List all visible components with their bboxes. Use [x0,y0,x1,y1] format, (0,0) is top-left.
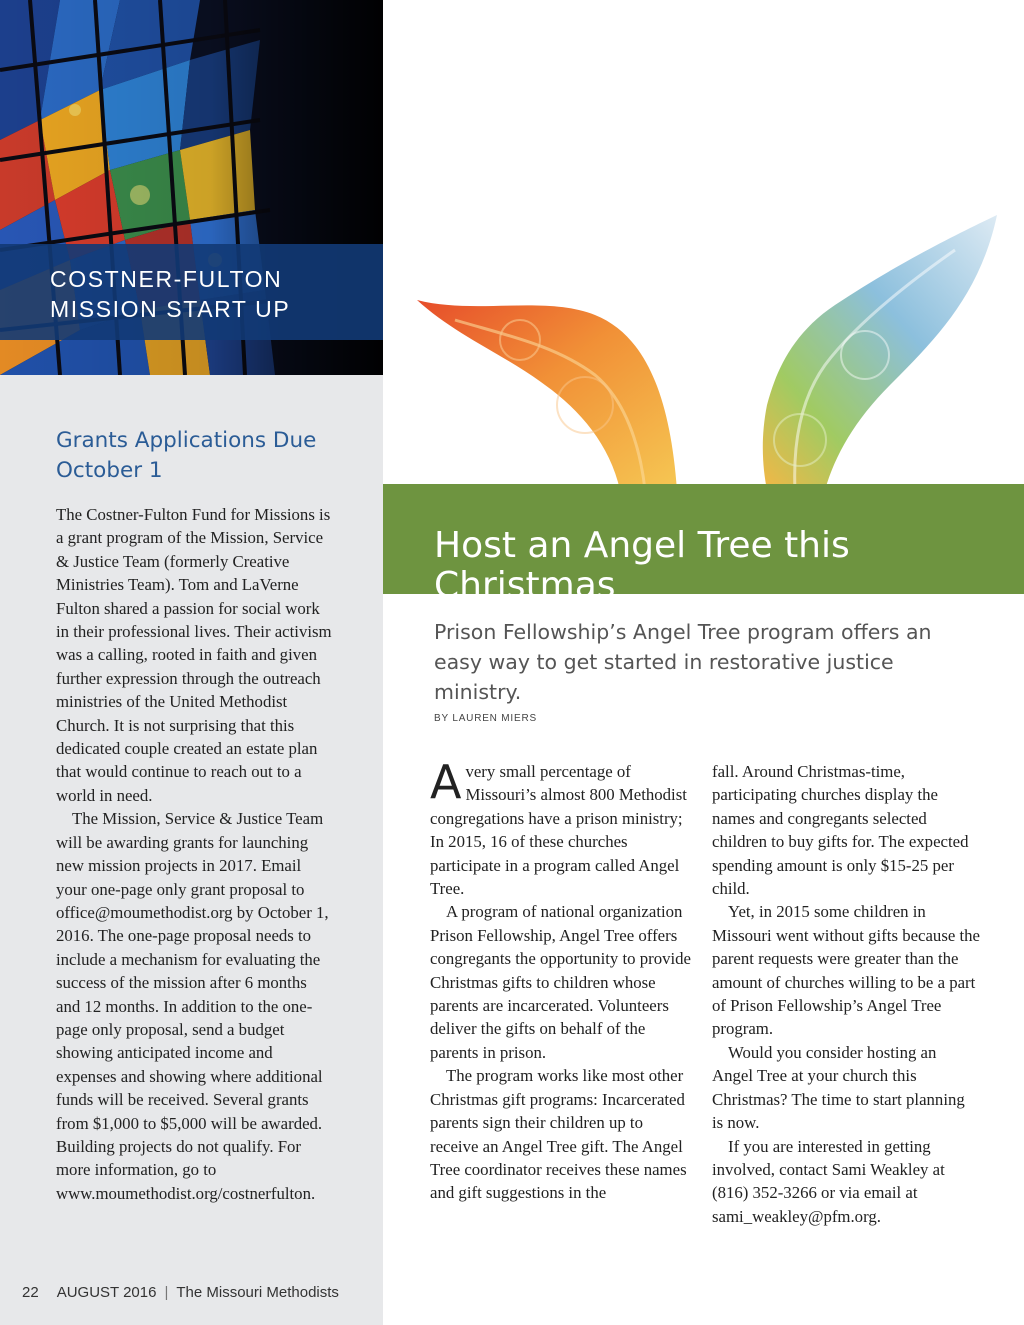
article-title: Host an Angel Tree this Christmas [434,525,850,607]
article-paragraph: A program of national organization Prison Fellowship, Angel Tree offers congregants the opportunity to provide Christmas gifts to children whose parents are incarcerated. Volunteers deliver the gifts on behalf of the parents in prison. [430,902,691,1062]
footer-separator: | [164,1284,169,1301]
article-paragraph-text: very small percentage of Missouri’s almost 800 Methodist congregations have a prison ministry; In 2015, 16 of these churches participate in a program called Angel Tree. [430,762,687,899]
issue-date: AUGUST 2016 [56,1284,157,1301]
sidebar-body [56,503,334,1205]
article-paragraph: fall. Around Christmas-time, participating churches display the names and congregants selected children to buy gifts for. The expected spending amount is only $15-25 per child. [712,762,969,899]
article-paragraph: The program works like most other Christmas gift programs: Incarcerated parents sign their children up to receive an Angel Tree gift. The Angel Tree coordinator receives these names and gift suggestions in the [430,1066,687,1203]
section-banner [0,244,383,340]
article-column-2 [712,760,980,1228]
angel-wings-illustration [395,205,1024,495]
article-deck: Prison Fellowship’s Angel Tree program offers an easy way to get started in restorative justice ministry. [434,620,932,704]
title-bar [383,484,1024,607]
article-byline: BY LAUREN MIERS [434,713,537,724]
sidebar-paragraph: The Costner-Fulton Fund for Missions is a grant program of the Mission, Service & Justice Team (formerly Creative Ministries Team). Tom and LaVerne Fulton shared a passion for social work in their professional lives. Their activism was a calling, rooted in faith and given further expression through the outreach ministries of the United Methodist Church. It is not surprising that this dedicated couple created an estate plan that would continue to reach out to a world in need. [56,505,332,805]
sidebar-heading: Grants Applications Due October 1 [56,428,317,483]
page-number: 22 [22,1284,39,1301]
sidebar [0,0,383,1325]
article-paragraph: Would you consider hosting an Angel Tree at your church this Christmas? The time to start planning is now. [712,1042,965,1133]
article-paragraph [430,755,692,900]
article-column-1 [430,755,692,1205]
publication-name: The Missouri Methodists [176,1284,339,1301]
article-paragraph: If you are interested in getting involved, contact Sami Weakley at (816) 352-3266 or via email at sami_weakley@pfm.org. [712,1136,945,1226]
drop-cap: A [430,755,462,809]
banner-title: COSTNER-FULTON MISSION START UP [50,266,291,322]
article-paragraph: Yet, in 2015 some children in Missouri went without gifts because the parent requests were greater than the amount of churches willing to be a part of Prison Fellowship’s Angel Tree program. [712,902,980,1039]
page-footer [22,1284,339,1301]
sidebar-paragraph: The Mission, Service & Justice Team will be awarding grants for launching new mission projects in 2017. Email your one-page only grant proposal to office@moumethodist.org by October 1, 2016. The one-page proposal needs to include a mechanism for evaluating the success of the mission after 6 months and 12 months. In addition to the one-page only proposal, send a budget showing anticipated income and expenses and showing where additional funds will be received. Several grants from $1,000 to $5,000 will be awarded. Building projects do not qualify. For more information, go to www.moumethodist.org/costnerfulton. [56,809,329,1203]
